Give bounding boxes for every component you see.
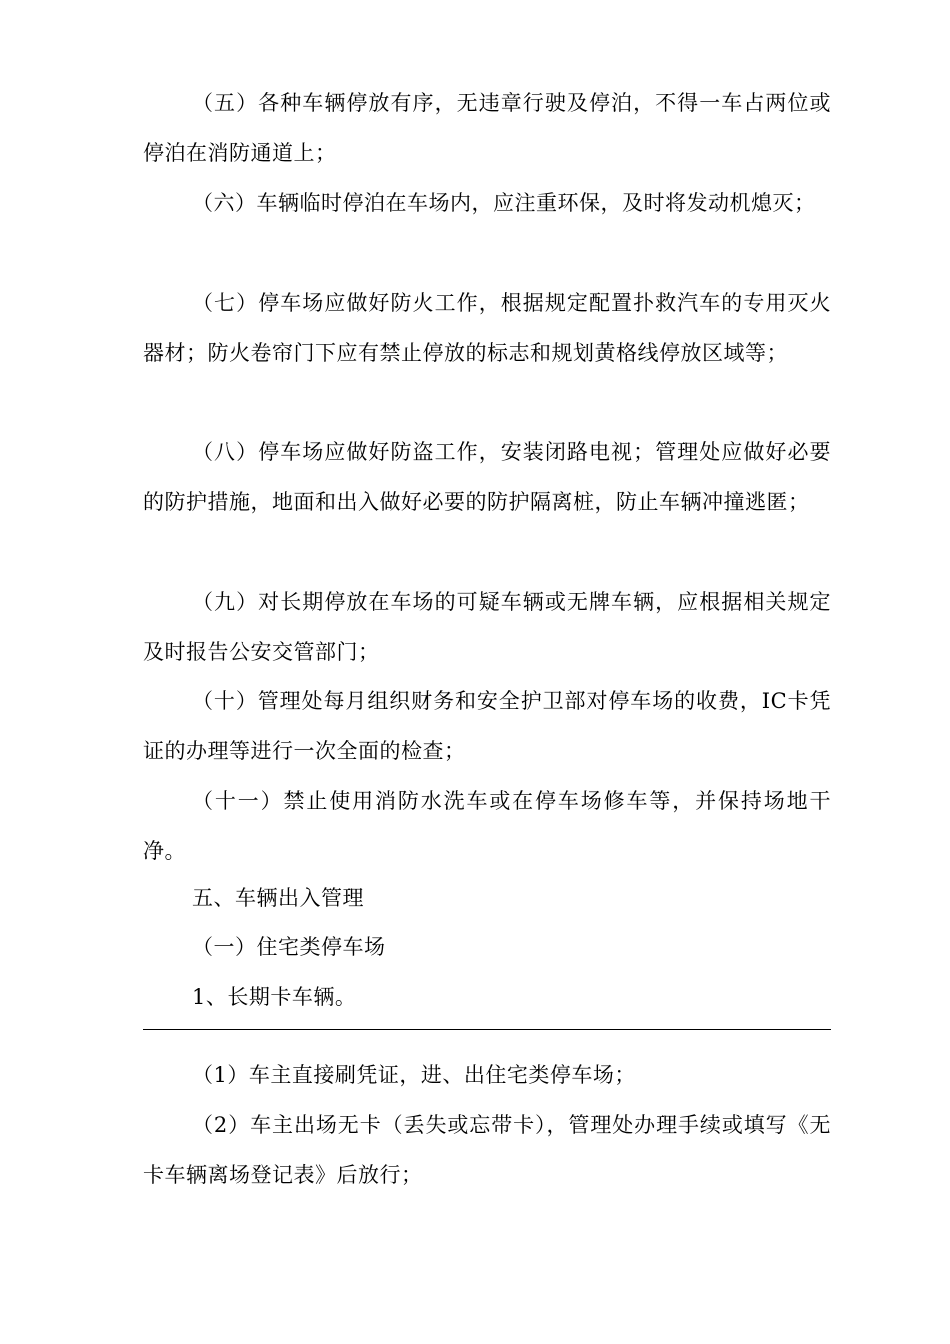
section-heading: 五、车辆出入管理 — [192, 886, 364, 910]
subsection-heading: （一）住宅类停车场 — [192, 935, 386, 959]
list-item-heading: 1、长期卡车辆。 — [192, 985, 357, 1009]
list-item-1: （1）车主直接刷凭证，进、出住宅类停车场； — [192, 1063, 636, 1087]
paragraph-item-11: （十一）禁止使用消防水洗车或在停车场修车等，并保持场地干净。 — [143, 789, 831, 863]
paragraph-item-5: （五）各种车辆停放有序，无违章行驶及停泊，不得一车占两位或停泊在消防通道上； — [143, 91, 831, 165]
paragraph-item-10: （十）管理处每月组织财务和安全护卫部对停车场的收费，IC卡凭证的办理等进行一次全面的检查； — [143, 689, 831, 763]
list-item-2: （2）车主出场无卡（丢失或忘带卡），管理处办理手续或填写《无卡车辆离场登记表》后放行； — [143, 1113, 831, 1187]
paragraph-item-6: （六）车辆临时停泊在车场内，应注重环保，及时将发动机熄灭； — [192, 191, 816, 215]
page-divider — [143, 1029, 831, 1030]
paragraph-item-7: （七）停车场应做好防火工作，根据规定配置扑救汽车的专用灭火器材；防火卷帘门下应有禁止停放的标志和规划黄格线停放区域等； — [143, 291, 831, 365]
paragraph-item-8: （八）停车场应做好防盗工作，安装闭路电视；管理处应做好必要的防护措施，地面和出入做好必要的防护隔离桩，防止车辆冲撞逃匿； — [143, 440, 831, 514]
paragraph-item-9: （九）对长期停放在车场的可疑车辆或无牌车辆，应根据相关规定及时报告公安交管部门； — [143, 590, 831, 664]
